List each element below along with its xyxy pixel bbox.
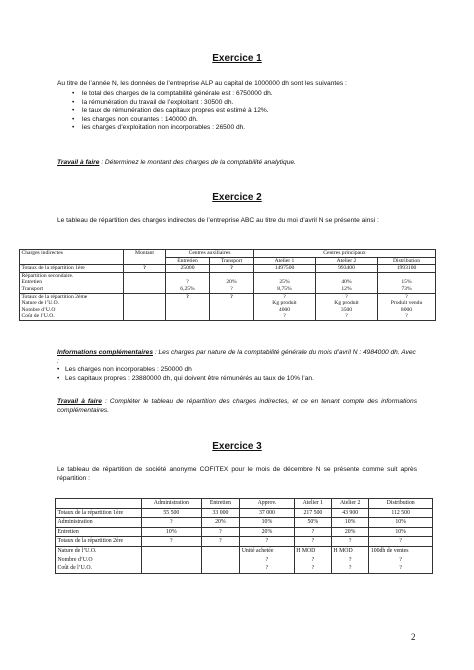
list-item: • le total des charges de la comptabilité générale est : 6750000 dh. bbox=[72, 90, 273, 97]
bullet-icon: • bbox=[72, 115, 75, 123]
exercise-1-list bbox=[57, 90, 273, 133]
table-row: Totaux de la répartition 1ère 55 500 33 000 37 000 217 500 43 900 112 500 bbox=[56, 508, 433, 518]
exercise-1-title: Exercice 1 bbox=[212, 53, 262, 64]
table-header: Montant bbox=[124, 250, 166, 265]
exercise-2-table bbox=[19, 249, 436, 321]
table-row: Totaux de la répartition 1ère ? 25000 ? 1497500 993400 1993100 bbox=[20, 265, 436, 273]
table-row: Administration ? 20% 10% 50% 10% 10% bbox=[56, 518, 433, 528]
list-item: • les charges non courantes : 140000 dh. bbox=[72, 115, 198, 123]
table-header: Approv. bbox=[240, 499, 294, 509]
table-row: Totaux de la répartition 2ère ? ? ? ? ? ? bbox=[56, 537, 433, 547]
table-row: Entretien 10% ? 20% ? 20% 10% bbox=[56, 527, 433, 537]
table-header: Distribution bbox=[369, 499, 433, 509]
list-item: • les charges d’exploitation non incorporables : 26500 dh. bbox=[72, 124, 246, 132]
exercise-2-intro: Le tableau de répartition des charges indirectes de l’entreprise ABC au titre du moi d’avril N se présente ainsi : bbox=[57, 217, 379, 224]
table-header: Centres auxiliaires bbox=[166, 250, 254, 258]
table-header: Entretien bbox=[166, 257, 210, 265]
table-header: Atelier 1 bbox=[294, 499, 331, 509]
page-number: 2 bbox=[411, 632, 416, 642]
table-header: Distribution bbox=[378, 257, 436, 265]
exercise-3-intro: Le tableau de répartition de société anonyme COFITEX pour le mois de décembre N se présente comme suit après répartition : bbox=[57, 466, 417, 482]
list-item: • Les charges non incorporables : 250000 dh bbox=[57, 366, 192, 373]
bullet-icon: • bbox=[72, 107, 75, 115]
bullet-icon: • bbox=[72, 98, 75, 106]
exercise-3-title: Exercice 3 bbox=[212, 441, 262, 452]
bullet-icon: • bbox=[72, 90, 75, 97]
table-header: Administration bbox=[142, 499, 202, 509]
table-header: Centres principaux bbox=[254, 250, 436, 258]
exercise-3-table bbox=[55, 498, 433, 574]
list-item: • Les capitaux propres : 23880000 dh, qui doivent être rémunérés au taux de 10% l’an. bbox=[57, 374, 314, 382]
table-header: Transport bbox=[210, 257, 254, 265]
table-row: Répartition secondaire. Entretien Transport ? 6,25% 20% ? 25% 8,75% 40% 12% 15% 73% bbox=[20, 272, 436, 293]
table-header: Atelier 2 bbox=[316, 257, 378, 265]
table-header: Atelier 2 bbox=[332, 499, 369, 509]
exercise-2-info: Informations complémentaires : Les charges par nature de la comptabilité générale du mois d’avril N : 4984000 dh. Avec : bbox=[57, 349, 416, 365]
exercise-1-task: Travail à faire : Déterminez le montant des charges de la comptabilité analytique. bbox=[57, 159, 296, 166]
exercise-2-title: Exercice 2 bbox=[212, 192, 262, 203]
table-header: Charges indirectes bbox=[20, 250, 124, 265]
table-row: Nature de l’U.O. Nombre d’U.O Coût de l’U.O. Unité achetée ? ? H MOD ? ? H MOD ? ? 100dh de ventes ? ? bbox=[56, 546, 433, 573]
list-item: • le taux de rémunération des capitaux propres est estimé à 12%. bbox=[72, 107, 269, 115]
bullet-icon: • bbox=[57, 374, 60, 382]
table-header: Entretien bbox=[201, 499, 240, 509]
table-row: Totaux de la répartition 2ème Nature de l’U.O. Nombre d’U.O Coût de l’U.O. ? ? ? Kg produit 4000 ? ? Kg produit 3500 ? ? Produit vendu 8000 ? bbox=[20, 293, 436, 320]
table-header bbox=[56, 499, 142, 509]
exercise-2-info-list bbox=[57, 366, 314, 383]
exercise-1-intro: Au titre de l’année N, les données de l’entreprise ALP au capital de 1000000 dh sont les suivantes : bbox=[57, 80, 347, 87]
bullet-icon: • bbox=[72, 124, 75, 132]
bullet-icon: • bbox=[57, 366, 60, 373]
list-item: • la rémunération du travail de l’exploitant : 30500 dh. bbox=[72, 98, 234, 106]
exercise-2-task: Travail à faire : Compléter le tableau de répartition des charges indirectes, et ce en tenant compte des informations complémentaires. bbox=[57, 398, 418, 414]
table-header: Atelier 1 bbox=[254, 257, 316, 265]
